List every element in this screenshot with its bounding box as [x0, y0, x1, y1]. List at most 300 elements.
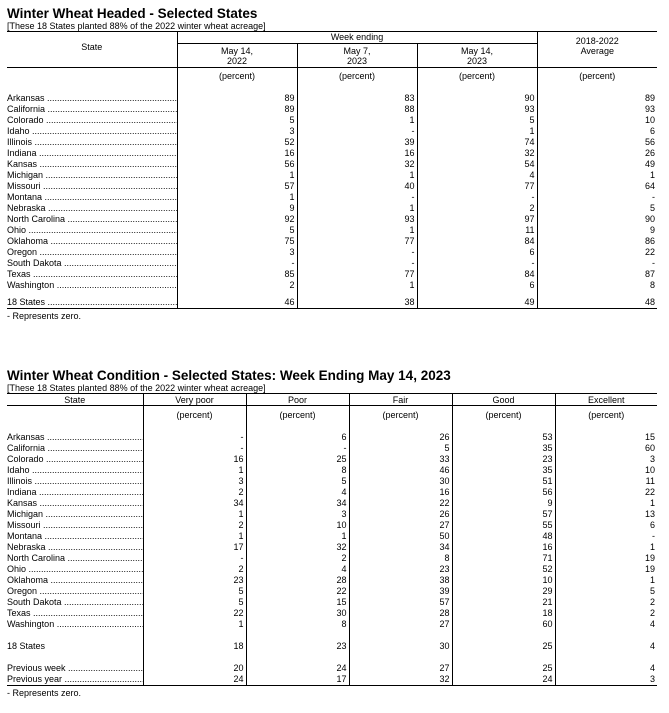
- table-row: [7, 443, 657, 454]
- table-row: [7, 476, 657, 487]
- table-cell: -: [143, 432, 246, 443]
- table-row: [7, 148, 657, 159]
- state-name: Washington .....: [7, 619, 143, 630]
- table-cell: 2: [555, 597, 657, 608]
- table-cell: 5: [177, 115, 297, 126]
- table-cell: 22: [143, 608, 246, 619]
- table-row: [7, 258, 657, 269]
- headed-unit-col2: (percent): [297, 68, 417, 85]
- table-cell: 5: [537, 203, 657, 214]
- state-name: Arkansas .....: [7, 93, 177, 104]
- table-row: [7, 247, 657, 258]
- table-cell: 21: [452, 597, 555, 608]
- condition-total-label: 18 States: [7, 640, 46, 651]
- table-cell: 28: [349, 608, 452, 619]
- table-cell: 53: [452, 432, 555, 443]
- table-cell: 1: [297, 170, 417, 181]
- table-cell: 34: [143, 498, 246, 509]
- table-cell: 33: [349, 454, 452, 465]
- table-cell: -: [537, 192, 657, 203]
- table-cell: 9: [452, 498, 555, 509]
- table-cell: 86: [537, 236, 657, 247]
- table-cell: 1: [177, 170, 297, 181]
- table-cell: 64: [537, 181, 657, 192]
- state-name: Idaho .....: [7, 126, 177, 137]
- state-name: Kansas .....: [7, 159, 177, 170]
- state-name: Illinois .....: [7, 476, 143, 487]
- table-row: [7, 236, 657, 247]
- state-name: Texas .....: [7, 269, 177, 280]
- table-cell: 19: [555, 553, 657, 564]
- headed-total-value: 49: [417, 297, 537, 309]
- table-cell: 2: [143, 564, 246, 575]
- state-name: Nebraska .....: [7, 542, 143, 553]
- table-cell: 92: [177, 214, 297, 225]
- table-cell: 15: [246, 597, 349, 608]
- state-name: Oklahoma .....: [7, 575, 143, 586]
- table-cell: 3: [143, 476, 246, 487]
- table-row: [7, 115, 657, 126]
- headed-col2-header: [297, 44, 417, 68]
- condition-header-poor: Poor: [246, 394, 349, 406]
- table-cell: 1: [537, 170, 657, 181]
- table-cell: 10: [555, 465, 657, 476]
- table-row: [7, 454, 657, 465]
- headed-col3-header-line1: May 14,: [461, 45, 494, 56]
- table-cell: 11: [555, 476, 657, 487]
- table-cell: 50: [349, 531, 452, 542]
- table-cell: 16: [297, 148, 417, 159]
- table-cell: 10: [452, 575, 555, 586]
- table-cell: 2: [246, 553, 349, 564]
- table-cell: 16: [349, 487, 452, 498]
- condition-previous-week-row: [7, 663, 657, 674]
- table-cell: 3: [177, 247, 297, 258]
- table-cell: 27: [349, 520, 452, 531]
- table-cell: 1: [246, 531, 349, 542]
- state-name: Colorado .....: [7, 454, 143, 465]
- condition-total-value: 23: [246, 641, 349, 652]
- table-cell: 56: [452, 487, 555, 498]
- table-cell: 32: [297, 159, 417, 170]
- condition-previous-week-label: Previous week .....: [7, 663, 143, 674]
- table-cell: 16: [177, 148, 297, 159]
- table-cell: 32: [417, 148, 537, 159]
- table-cell: 55: [452, 520, 555, 531]
- headed-state-header: State: [7, 32, 177, 68]
- table-cell: -: [297, 126, 417, 137]
- condition-subtitle: [These 18 States planted 88% of the 2022 winter wheat acreage]: [7, 383, 266, 393]
- table-row: [7, 225, 657, 236]
- state-name: Illinois .....: [7, 137, 177, 148]
- table-row: [7, 498, 657, 509]
- state-name: Oregon .....: [7, 247, 177, 258]
- condition-previous-year-value: 24: [452, 674, 555, 686]
- table-cell: 1: [297, 225, 417, 236]
- table-cell: 57: [349, 597, 452, 608]
- condition-previous-week-value: 24: [246, 663, 349, 674]
- headed-total-value: 46: [177, 297, 297, 309]
- table-cell: 1: [143, 531, 246, 542]
- table-cell: 6: [246, 432, 349, 443]
- table-cell: 34: [246, 498, 349, 509]
- table-cell: 2: [143, 487, 246, 498]
- table-cell: 1: [143, 465, 246, 476]
- table-cell: 89: [177, 104, 297, 115]
- headed-unit-spacer: [7, 68, 177, 85]
- state-name: Indiana .....: [7, 487, 143, 498]
- table-cell: 89: [537, 93, 657, 104]
- state-name: Missouri .....: [7, 520, 143, 531]
- headed-col1-header-line1: May 14,: [220, 45, 253, 56]
- table-cell: 57: [452, 509, 555, 520]
- headed-table: [7, 31, 657, 309]
- condition-header-state: State: [64, 394, 86, 405]
- table-cell: 3: [555, 454, 657, 465]
- table-cell: 34: [349, 542, 452, 553]
- table-cell: 8: [246, 465, 349, 476]
- table-cell: 52: [177, 137, 297, 148]
- headed-footnote: - Represents zero.: [7, 310, 82, 321]
- condition-table: [7, 393, 657, 686]
- condition-unit-col3: (percent): [349, 406, 452, 424]
- condition-table-body: [7, 432, 657, 630]
- table-cell: 10: [537, 115, 657, 126]
- table-cell: -: [143, 443, 246, 454]
- condition-unit-col1: (percent): [143, 406, 246, 424]
- headed-average-header-line2: Average: [580, 46, 614, 56]
- table-cell: 26: [349, 509, 452, 520]
- table-cell: 5: [555, 586, 657, 597]
- table-cell: 1: [143, 509, 246, 520]
- table-row: [7, 575, 657, 586]
- table-cell: 88: [297, 104, 417, 115]
- condition-previous-week-value: 4: [555, 663, 657, 674]
- state-name: South Dakota .....: [7, 258, 177, 269]
- table-row: [7, 126, 657, 137]
- table-cell: 1: [417, 126, 537, 137]
- table-cell: 30: [246, 608, 349, 619]
- headed-average-header: [537, 32, 657, 68]
- table-row: [7, 520, 657, 531]
- table-cell: 6: [537, 126, 657, 137]
- table-cell: 93: [297, 214, 417, 225]
- table-row: [7, 192, 657, 203]
- table-cell: 6: [555, 520, 657, 531]
- table-cell: 4: [246, 487, 349, 498]
- condition-unit-col5: (percent): [555, 406, 657, 424]
- headed-total-row: [7, 297, 657, 309]
- table-cell: 8: [349, 553, 452, 564]
- table-cell: 28: [246, 575, 349, 586]
- table-row: [7, 159, 657, 170]
- table-cell: 17: [143, 542, 246, 553]
- table-row: [7, 564, 657, 575]
- table-cell: 93: [417, 104, 537, 115]
- condition-header-fair: Fair: [349, 394, 452, 406]
- table-cell: 74: [417, 137, 537, 148]
- headed-col1-header: [177, 44, 297, 68]
- table-cell: 9: [537, 225, 657, 236]
- condition-header-good: Good: [452, 394, 555, 406]
- table-cell: 23: [452, 454, 555, 465]
- table-cell: 52: [452, 564, 555, 575]
- table-row: [7, 465, 657, 476]
- state-name: North Carolina .....: [7, 553, 143, 564]
- table-cell: 4: [555, 619, 657, 630]
- state-name: Missouri .....: [7, 181, 177, 192]
- table-row: [7, 586, 657, 597]
- table-row: [7, 203, 657, 214]
- state-name: Idaho .....: [7, 465, 143, 476]
- table-cell: 2: [143, 520, 246, 531]
- table-cell: 5: [143, 597, 246, 608]
- table-cell: 84: [417, 269, 537, 280]
- headed-total-value: 38: [297, 297, 417, 309]
- table-row: [7, 509, 657, 520]
- table-cell: 57: [177, 181, 297, 192]
- table-cell: 84: [417, 236, 537, 247]
- table-cell: 1: [297, 280, 417, 291]
- condition-previous-year-value: 3: [555, 674, 657, 686]
- table-cell: 6: [417, 280, 537, 291]
- table-row: [7, 553, 657, 564]
- table-cell: 38: [349, 575, 452, 586]
- state-name: Michigan .....: [7, 509, 143, 520]
- table-cell: 97: [417, 214, 537, 225]
- table-cell: 26: [349, 432, 452, 443]
- table-cell: 1: [555, 542, 657, 553]
- table-cell: 51: [452, 476, 555, 487]
- state-name: Colorado .....: [7, 115, 177, 126]
- headed-week-ending-header: Week ending: [177, 32, 537, 44]
- condition-unit-col4: (percent): [452, 406, 555, 424]
- table-cell: 2: [417, 203, 537, 214]
- table-row: [7, 531, 657, 542]
- condition-header-excellent: Excellent: [555, 394, 657, 406]
- headed-total-label: 18 States .....: [7, 297, 177, 309]
- table-cell: 5: [143, 586, 246, 597]
- table-cell: -: [246, 443, 349, 454]
- table-cell: 10: [246, 520, 349, 531]
- headed-unit-col1: (percent): [177, 68, 297, 85]
- table-cell: 56: [177, 159, 297, 170]
- state-name: North Carolina .....: [7, 214, 177, 225]
- headed-table-body: [7, 93, 657, 291]
- table-row: [7, 137, 657, 148]
- table-cell: -: [297, 258, 417, 269]
- table-cell: 5: [177, 225, 297, 236]
- table-cell: 29: [452, 586, 555, 597]
- table-row: [7, 170, 657, 181]
- table-cell: 5: [417, 115, 537, 126]
- state-name: Ohio .....: [7, 225, 177, 236]
- table-cell: 35: [452, 465, 555, 476]
- table-cell: 1: [297, 115, 417, 126]
- table-cell: 2: [177, 280, 297, 291]
- state-name: California .....: [7, 443, 143, 454]
- table-cell: 22: [555, 487, 657, 498]
- table-cell: 4: [246, 564, 349, 575]
- state-name: Indiana .....: [7, 148, 177, 159]
- table-cell: 1: [555, 498, 657, 509]
- state-name: Montana .....: [7, 192, 177, 203]
- condition-unit-spacer: [7, 406, 143, 424]
- table-cell: 77: [417, 181, 537, 192]
- condition-total-value: 30: [349, 641, 452, 652]
- condition-previous-year-row: [7, 674, 657, 686]
- table-row: [7, 597, 657, 608]
- table-row: [7, 93, 657, 104]
- headed-unit-col3: (percent): [417, 68, 537, 85]
- state-name: Kansas .....: [7, 498, 143, 509]
- headed-section: [7, 6, 657, 322]
- table-cell: -: [143, 553, 246, 564]
- state-name: Texas .....: [7, 608, 143, 619]
- table-cell: -: [417, 192, 537, 203]
- table-cell: 83: [297, 93, 417, 104]
- table-cell: 8: [537, 280, 657, 291]
- state-name: Washington .....: [7, 280, 177, 291]
- table-cell: 85: [177, 269, 297, 280]
- condition-title: Winter Wheat Condition - Selected States: Week Ending May 14, 2023: [7, 368, 451, 383]
- table-cell: 2: [555, 608, 657, 619]
- table-row: [7, 280, 657, 291]
- table-cell: 49: [537, 159, 657, 170]
- condition-previous-week-value: 25: [452, 663, 555, 674]
- table-cell: 22: [246, 586, 349, 597]
- table-cell: 39: [297, 137, 417, 148]
- table-row: [7, 214, 657, 225]
- headed-col2-header-line1: May 7,: [343, 45, 371, 56]
- table-cell: 77: [297, 236, 417, 247]
- table-cell: 90: [417, 93, 537, 104]
- state-name: California .....: [7, 104, 177, 115]
- table-cell: 19: [555, 564, 657, 575]
- table-cell: 13: [555, 509, 657, 520]
- table-cell: 22: [537, 247, 657, 258]
- state-name: Arkansas .....: [7, 432, 143, 443]
- table-row: [7, 269, 657, 280]
- table-cell: -: [297, 192, 417, 203]
- table-cell: 40: [297, 181, 417, 192]
- condition-total-value: 4: [555, 641, 657, 652]
- table-row: [7, 432, 657, 443]
- table-cell: -: [555, 531, 657, 542]
- table-cell: 27: [349, 619, 452, 630]
- table-cell: -: [417, 258, 537, 269]
- table-cell: 18: [452, 608, 555, 619]
- state-name: Oklahoma .....: [7, 236, 177, 247]
- table-cell: 5: [246, 476, 349, 487]
- headed-subtitle: [These 18 States planted 88% of the 2022 winter wheat acreage]: [7, 21, 266, 31]
- table-cell: 87: [537, 269, 657, 280]
- headed-col3-header: [417, 44, 537, 68]
- condition-total-value: 18: [143, 641, 246, 652]
- state-name: Montana .....: [7, 531, 143, 542]
- headed-unit-col4: (percent): [537, 68, 657, 85]
- table-cell: 1: [143, 619, 246, 630]
- table-cell: 23: [349, 564, 452, 575]
- headed-col3-header-line2: 2023: [467, 55, 488, 66]
- table-row: [7, 181, 657, 192]
- table-row: [7, 487, 657, 498]
- table-cell: 23: [143, 575, 246, 586]
- table-cell: -: [177, 258, 297, 269]
- table-cell: 60: [555, 443, 657, 454]
- table-cell: 9: [177, 203, 297, 214]
- table-row: [7, 104, 657, 115]
- table-cell: 16: [452, 542, 555, 553]
- table-cell: 6: [417, 247, 537, 258]
- table-cell: 22: [349, 498, 452, 509]
- table-cell: 1: [555, 575, 657, 586]
- table-row: [7, 542, 657, 553]
- condition-previous-year-value: 32: [349, 674, 452, 686]
- headed-total-value: 48: [537, 297, 657, 309]
- headed-col1-header-line2: 2022: [226, 55, 248, 66]
- table-row: [7, 619, 657, 630]
- table-cell: 32: [246, 542, 349, 553]
- table-cell: 77: [297, 269, 417, 280]
- table-row: [7, 608, 657, 619]
- state-name: Michigan .....: [7, 170, 177, 181]
- table-cell: 30: [349, 476, 452, 487]
- table-cell: 90: [537, 214, 657, 225]
- table-cell: 1: [177, 192, 297, 203]
- condition-previous-year-value: 17: [246, 674, 349, 686]
- state-name: Oregon .....: [7, 586, 143, 597]
- condition-previous-week-value: 27: [349, 663, 452, 674]
- table-cell: 15: [555, 432, 657, 443]
- table-cell: 93: [537, 104, 657, 115]
- table-cell: 75: [177, 236, 297, 247]
- table-cell: 26: [537, 148, 657, 159]
- table-cell: 5: [349, 443, 452, 454]
- state-name: Ohio .....: [7, 564, 143, 575]
- table-cell: -: [297, 247, 417, 258]
- table-cell: 89: [177, 93, 297, 104]
- table-cell: 60: [452, 619, 555, 630]
- condition-previous-year-label: Previous year .....: [7, 674, 143, 686]
- table-cell: 3: [177, 126, 297, 137]
- state-name: Nebraska .....: [7, 203, 177, 214]
- table-cell: -: [537, 258, 657, 269]
- headed-average-header-line1: 2018-2022: [575, 36, 619, 46]
- condition-footnote: - Represents zero.: [7, 687, 82, 698]
- headed-title: Winter Wheat Headed - Selected States: [7, 6, 258, 21]
- table-cell: 8: [246, 619, 349, 630]
- table-cell: 46: [349, 465, 452, 476]
- table-cell: 54: [417, 159, 537, 170]
- table-cell: 3: [246, 509, 349, 520]
- condition-unit-col2: (percent): [246, 406, 349, 424]
- table-cell: 56: [537, 137, 657, 148]
- condition-section: [7, 368, 657, 699]
- headed-col2-header-line2: 2023: [346, 55, 368, 66]
- condition-total-row: [7, 641, 657, 652]
- condition-previous-week-value: 20: [143, 663, 246, 674]
- table-cell: 71: [452, 553, 555, 564]
- table-cell: 11: [417, 225, 537, 236]
- condition-previous-year-value: 24: [143, 674, 246, 686]
- table-cell: 35: [452, 443, 555, 454]
- table-cell: 48: [452, 531, 555, 542]
- table-cell: 1: [297, 203, 417, 214]
- table-cell: 16: [143, 454, 246, 465]
- state-name: South Dakota .....: [7, 597, 143, 608]
- table-cell: 4: [417, 170, 537, 181]
